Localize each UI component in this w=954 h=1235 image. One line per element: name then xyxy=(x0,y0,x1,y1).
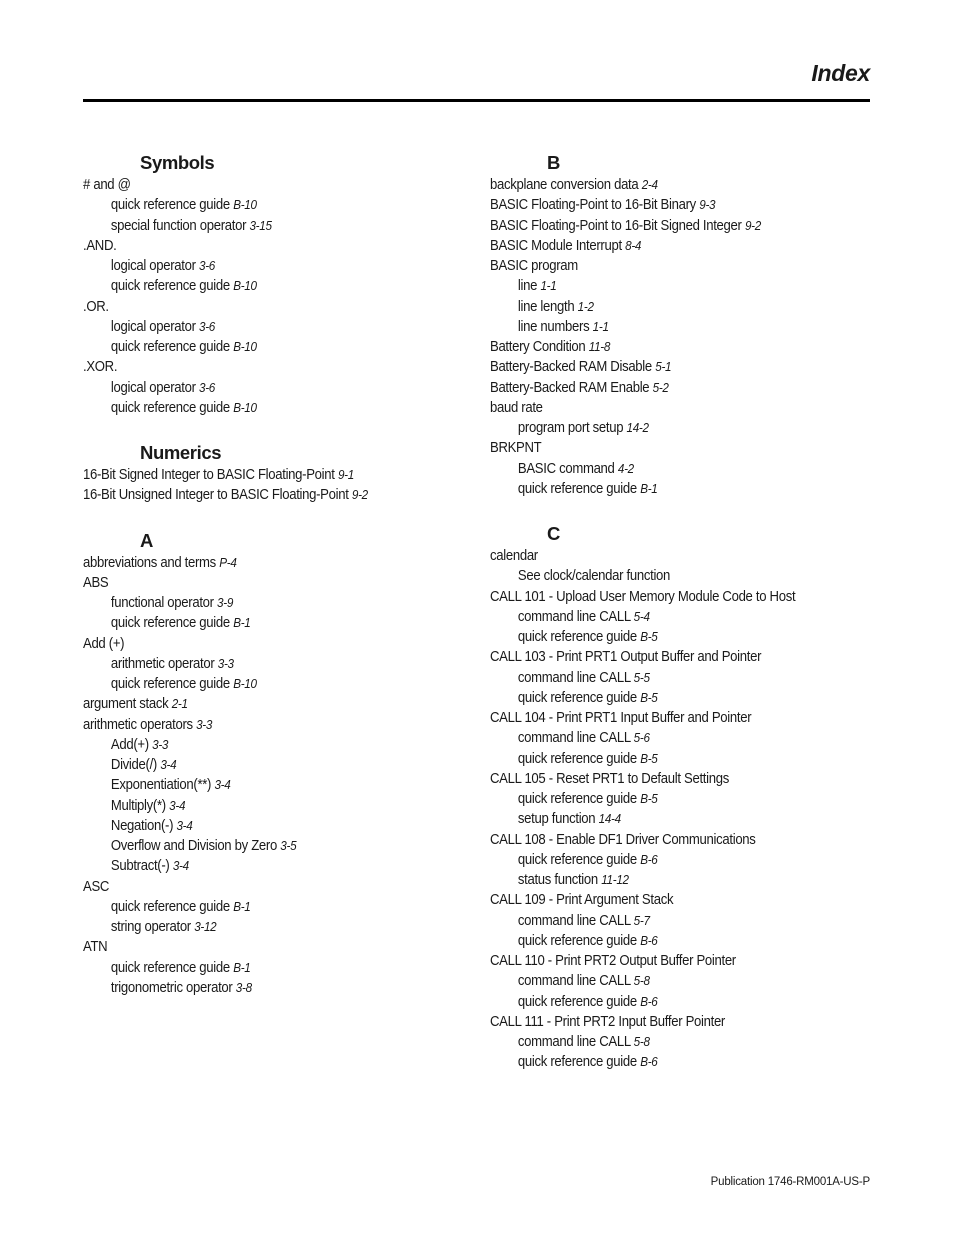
index-subentry xyxy=(83,978,443,998)
page-reference-link[interactable]: 9-2 xyxy=(351,487,368,503)
entry-term: logical operator xyxy=(110,379,196,396)
section-heading: Numerics xyxy=(140,442,222,463)
entry-term: quick reference guide xyxy=(517,851,637,868)
index-subentry xyxy=(490,418,850,438)
entry-term: .OR. xyxy=(83,298,109,315)
page-reference-link[interactable]: B-6 xyxy=(640,851,658,867)
index-subentry xyxy=(83,276,443,296)
entry-term: CALL 104 - Print PRT1 Input Buffer and Pointer xyxy=(490,710,752,726)
entry-term: setup function xyxy=(517,811,596,828)
page-reference-link[interactable]: B-1 xyxy=(233,898,251,914)
index-entry xyxy=(490,708,850,728)
index-subentry xyxy=(490,728,850,748)
entry-term: backplane conversion data xyxy=(490,177,639,193)
page-reference-link[interactable]: B-10 xyxy=(233,676,257,691)
page-reference-link[interactable]: 3-5 xyxy=(280,838,297,853)
entry-term: quick reference guide xyxy=(110,399,230,416)
entry-term: See clock/calendar function xyxy=(517,568,671,585)
page-reference-link[interactable]: 5-7 xyxy=(633,912,650,928)
page-reference-link[interactable]: 3-12 xyxy=(194,919,217,934)
entry-term: quick reference guide xyxy=(517,932,637,949)
page-reference-link[interactable]: 4-2 xyxy=(617,460,634,476)
section-heading: B xyxy=(547,152,560,173)
page-reference-link[interactable]: B-5 xyxy=(640,689,658,705)
index-entry xyxy=(83,694,443,714)
page-reference-link[interactable]: 2-1 xyxy=(171,696,188,712)
section-spacer xyxy=(83,506,483,528)
index-entry xyxy=(490,175,850,195)
page-reference-link[interactable]: 3-3 xyxy=(217,655,234,671)
entry-term: command line CALL xyxy=(517,730,631,747)
index-subentry xyxy=(83,735,443,755)
entry-term: BRKPNT xyxy=(490,440,542,457)
entry-term: BASIC Floating-Point to 16-Bit Signed Integer xyxy=(490,217,742,234)
page-reference-link[interactable]: B-6 xyxy=(640,1054,658,1070)
index-entry xyxy=(490,236,850,256)
index-entry xyxy=(490,216,850,236)
entry-term: command line CALL xyxy=(517,608,631,625)
page-reference-link[interactable]: B-1 xyxy=(233,959,251,975)
entry-term: status function xyxy=(517,872,598,888)
index-entry xyxy=(83,465,443,485)
entry-term: logical operator xyxy=(110,318,196,335)
index-subentry xyxy=(490,931,850,951)
index-entry xyxy=(83,236,443,256)
index-subentry xyxy=(490,459,850,479)
entry-term: # and @ xyxy=(83,177,131,193)
entry-term: command line CALL xyxy=(517,1034,631,1050)
entry-term: Divide(/) xyxy=(110,757,157,773)
index-subentry xyxy=(490,668,850,688)
index-subentry xyxy=(83,317,443,337)
entry-term: BASIC program xyxy=(490,258,578,274)
page-reference-link[interactable]: 3-9 xyxy=(217,595,234,610)
page-reference-link[interactable]: B-10 xyxy=(233,197,257,213)
index-subentry xyxy=(490,971,850,991)
page-reference-link[interactable]: 3-4 xyxy=(172,858,189,874)
page-reference-link[interactable]: 9-3 xyxy=(699,197,716,213)
entry-term: CALL 109 - Print Argument Stack xyxy=(490,892,674,909)
entry-term: Battery-Backed RAM Enable xyxy=(490,379,650,396)
index-subentry xyxy=(83,836,443,856)
index-entry xyxy=(83,297,443,317)
index-subentry xyxy=(490,276,850,296)
entry-term: CALL 111 - Print PRT2 Input Buffer Pointer xyxy=(490,1013,725,1030)
page-reference-link[interactable]: 1-1 xyxy=(592,318,609,334)
index-subentry xyxy=(490,992,850,1012)
index-entry xyxy=(490,951,850,971)
page-reference-link[interactable]: 1-1 xyxy=(540,278,557,294)
entry-term: Exponentiation(**) xyxy=(110,777,212,794)
entry-term: Add (+) xyxy=(83,635,125,652)
index-entry xyxy=(83,573,443,593)
index-entry xyxy=(490,256,850,276)
entry-term: ASC xyxy=(83,878,110,895)
section-heading: A xyxy=(140,529,153,551)
page-reference-link[interactable]: 5-5 xyxy=(633,669,650,685)
index-subentry xyxy=(490,789,850,809)
entry-term: functional operator xyxy=(110,595,214,611)
index-subentry xyxy=(83,775,443,795)
page-reference-link[interactable]: B-6 xyxy=(640,993,658,1009)
entry-term: CALL 101 - Upload User Memory Module Code to Host xyxy=(490,588,796,605)
index-entry xyxy=(490,546,850,566)
entry-term: CALL 108 - Enable DF1 Driver Communications xyxy=(490,831,756,848)
page-reference-link[interactable]: 3-3 xyxy=(152,736,169,752)
index-entry xyxy=(490,1012,850,1032)
index-subentry xyxy=(83,593,443,613)
page-reference-link[interactable]: B-5 xyxy=(640,629,658,644)
page-reference-link[interactable]: 3-6 xyxy=(199,258,215,273)
index-subentry xyxy=(83,216,443,236)
page-title: Index xyxy=(811,60,870,86)
entry-term: Multiply(*) xyxy=(110,797,166,814)
index-right-column xyxy=(490,150,890,1073)
index-entry xyxy=(83,485,443,505)
entry-term: baud rate xyxy=(490,399,543,416)
entry-term: CALL 103 - Print PRT1 Output Buffer and Pointer xyxy=(490,649,762,666)
page-reference-link[interactable]: 11-8 xyxy=(588,339,611,354)
entry-term: quick reference guide xyxy=(110,898,230,915)
publication-number: Publication 1746-RM001A-US-P xyxy=(710,1176,870,1188)
page-reference-link[interactable]: 5-2 xyxy=(652,379,669,395)
page-reference-link[interactable]: 3-4 xyxy=(160,757,177,772)
index-entry xyxy=(490,398,850,418)
entry-term: quick reference guide xyxy=(517,993,637,1010)
page-reference-link[interactable]: 3-6 xyxy=(199,318,215,334)
entry-term: quick reference guide xyxy=(110,615,230,632)
entry-term: trigonometric operator xyxy=(110,979,233,996)
page-reference-link[interactable]: 9-1 xyxy=(337,467,354,482)
page-reference-link[interactable]: 3-6 xyxy=(199,379,215,395)
page-reference-link[interactable]: 9-2 xyxy=(744,217,761,233)
entry-term: quick reference guide xyxy=(517,689,637,706)
page-reference-link[interactable]: B-5 xyxy=(640,791,658,806)
index-entry xyxy=(83,175,443,195)
page-reference-link[interactable]: B-5 xyxy=(640,750,658,766)
page-reference-link[interactable]: 5-8 xyxy=(633,1034,650,1049)
index-entry xyxy=(490,337,850,357)
index-subentry xyxy=(83,796,443,816)
section-spacer xyxy=(490,499,890,521)
page-reference-link[interactable]: B-1 xyxy=(640,480,658,496)
index-subentry xyxy=(490,607,850,627)
index-entry xyxy=(490,890,850,910)
index-entry xyxy=(490,195,850,215)
index-subentry xyxy=(490,1032,850,1052)
page-reference-link[interactable]: 14-2 xyxy=(626,420,649,435)
entry-term: abbreviations and terms xyxy=(83,554,216,571)
index-entry xyxy=(490,587,850,607)
index-subentry xyxy=(83,755,443,775)
index-left-column xyxy=(83,150,483,998)
index-subentry xyxy=(83,674,443,694)
entry-term: BASIC command xyxy=(517,460,615,477)
page-reference-link[interactable]: 8-4 xyxy=(625,237,642,253)
entry-term: line xyxy=(517,278,538,295)
index-subentry xyxy=(83,897,443,917)
index-entry xyxy=(490,357,850,377)
entry-term: calendar xyxy=(490,548,538,564)
entry-term: argument stack xyxy=(83,696,169,713)
entry-term: line length xyxy=(517,298,575,315)
index-subentry xyxy=(83,816,443,836)
entry-term: command line CALL xyxy=(517,973,631,990)
entry-term: line numbers xyxy=(517,318,590,335)
index-subentry xyxy=(490,297,850,317)
entry-term: quick reference guide xyxy=(517,480,637,497)
index-subentry xyxy=(83,256,443,276)
index-subentry xyxy=(490,566,850,586)
page-reference-link[interactable]: 3-4 xyxy=(214,777,231,793)
index-subentry xyxy=(83,856,443,876)
page-reference-link[interactable]: B-1 xyxy=(233,615,251,631)
page-reference-link[interactable]: B-10 xyxy=(233,339,257,354)
index-subentry xyxy=(83,917,443,937)
index-entry xyxy=(83,634,443,654)
entry-term: .AND. xyxy=(83,237,117,254)
entry-term: quick reference guide xyxy=(110,278,230,295)
entry-term: quick reference guide xyxy=(517,629,637,645)
page-reference-link[interactable]: B-10 xyxy=(233,399,257,415)
entry-term: command line CALL xyxy=(517,669,631,686)
page-reference-link[interactable]: 11-12 xyxy=(601,872,629,887)
entry-term: Battery-Backed RAM Disable xyxy=(490,359,652,376)
index-entry xyxy=(83,357,443,377)
entry-term: arithmetic operator xyxy=(110,655,215,672)
page-reference-link[interactable]: 3-4 xyxy=(169,797,186,813)
entry-term: Overflow and Division by Zero xyxy=(110,838,277,854)
entry-term: quick reference guide xyxy=(517,750,637,767)
index-entry xyxy=(490,769,850,789)
entry-term: Add(+) xyxy=(110,736,149,753)
index-entry xyxy=(490,647,850,667)
entry-term: arithmetic operators xyxy=(83,716,193,733)
entry-term: Subtract(-) xyxy=(110,858,170,875)
index-subentry xyxy=(83,398,443,418)
index-subentry xyxy=(490,317,850,337)
index-subentry xyxy=(83,958,443,978)
entry-term: string operator xyxy=(110,919,191,935)
entry-term: quick reference guide xyxy=(110,339,230,355)
section-heading: C xyxy=(547,523,560,544)
index-subentry xyxy=(83,613,443,633)
index-entry xyxy=(83,553,443,573)
entry-term: quick reference guide xyxy=(517,1054,637,1071)
section-heading: Symbols xyxy=(140,152,215,173)
index-subentry xyxy=(490,688,850,708)
entry-term: special function operator xyxy=(110,217,247,234)
entry-term: program port setup xyxy=(517,420,624,436)
entry-term: Battery Condition xyxy=(490,339,586,355)
entry-term: ABS xyxy=(83,574,109,591)
page-reference-link[interactable]: 3-3 xyxy=(196,716,213,732)
index-subentry xyxy=(490,870,850,890)
entry-term: command line CALL xyxy=(517,912,631,929)
index-entry xyxy=(83,715,443,735)
entry-term: CALL 105 - Reset PRT1 to Default Settings xyxy=(490,770,729,787)
index-entry xyxy=(490,438,850,458)
entry-term: .XOR. xyxy=(83,359,118,376)
page-reference-link[interactable]: B-10 xyxy=(233,278,257,294)
page-reference-link[interactable]: 3-4 xyxy=(176,817,193,833)
page-reference-link[interactable]: 14-4 xyxy=(598,811,621,827)
entry-term: Negation(-) xyxy=(110,817,174,834)
entry-term: quick reference guide xyxy=(110,959,230,976)
index-entry xyxy=(490,378,850,398)
page-reference-link[interactable]: 3-15 xyxy=(249,217,272,233)
index-entry xyxy=(83,877,443,897)
page-reference-link[interactable]: P-4 xyxy=(219,554,237,570)
section-spacer xyxy=(83,418,483,440)
page-reference-link[interactable]: 3-8 xyxy=(235,979,252,995)
index-subentry xyxy=(490,749,850,769)
index-subentry xyxy=(490,1052,850,1072)
entry-term: 16-Bit Unsigned Integer to BASIC Floating-Point xyxy=(83,487,349,504)
index-subentry xyxy=(490,479,850,499)
header-rule xyxy=(83,99,870,102)
index-subentry xyxy=(490,627,850,647)
page-reference-link[interactable]: 5-1 xyxy=(655,359,672,375)
index-subentry xyxy=(83,378,443,398)
entry-term: 16-Bit Signed Integer to BASIC Floating-Point xyxy=(83,467,335,483)
entry-term: quick reference guide xyxy=(517,791,637,807)
entry-term: ATN xyxy=(83,939,108,956)
index-entry xyxy=(490,830,850,850)
index-entry xyxy=(83,937,443,957)
page-reference-link[interactable]: 1-2 xyxy=(577,298,594,314)
entry-term: BASIC Module Interrupt xyxy=(490,237,622,254)
index-subentry xyxy=(490,809,850,829)
page-reference-link[interactable]: 5-8 xyxy=(633,973,650,989)
page-reference-link[interactable]: B-6 xyxy=(640,932,658,948)
entry-term: BASIC Floating-Point to 16-Bit Binary xyxy=(490,197,696,214)
page-reference-link[interactable]: 2-4 xyxy=(641,177,658,192)
entry-term: CALL 110 - Print PRT2 Output Buffer Pointer xyxy=(490,953,736,969)
page-reference-link[interactable]: 5-4 xyxy=(633,608,650,624)
entry-term: logical operator xyxy=(110,258,196,274)
index-subentry xyxy=(490,850,850,870)
index-subentry xyxy=(490,911,850,931)
entry-term: quick reference guide xyxy=(110,676,230,692)
page-reference-link[interactable]: 5-6 xyxy=(633,730,650,746)
index-subentry xyxy=(83,195,443,215)
index-subentry xyxy=(83,654,443,674)
entry-term: quick reference guide xyxy=(110,197,230,214)
index-subentry xyxy=(83,337,443,357)
